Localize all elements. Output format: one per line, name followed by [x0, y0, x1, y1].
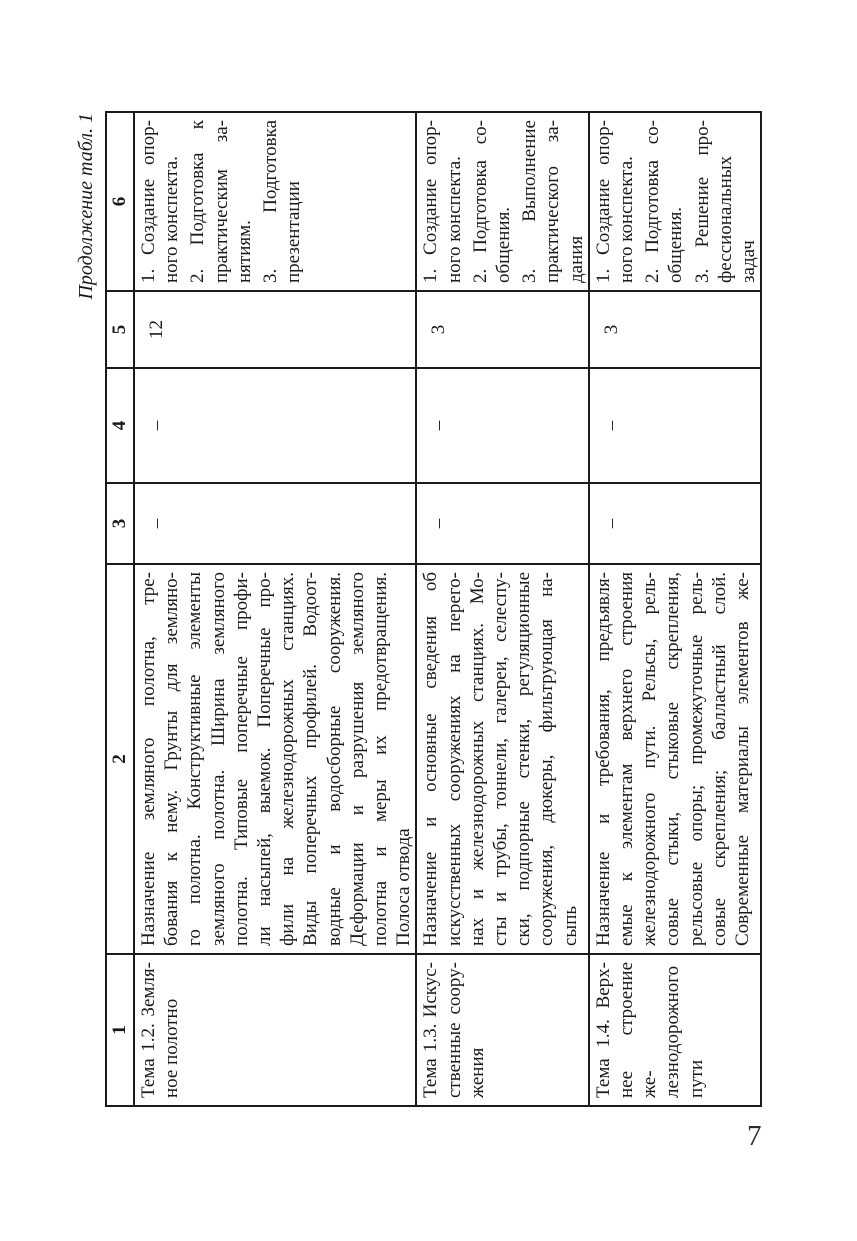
column-header-4: 4: [106, 368, 134, 483]
col4-cell: –: [589, 368, 761, 483]
tasks-cell: 1. Создание опор- ного конспекта. 2. Подготовка со- общения. 3. Решение про- фессиональных задач: [589, 112, 761, 291]
column-header-3: 3: [106, 483, 134, 564]
column-header-6: 6: [106, 112, 134, 291]
curriculum-table: [105, 111, 762, 1107]
content-cell: Назначение земляного полотна, тре- бования к нему. Грунты для земляно- го полотна. Конструктивные элементы земляного полотна. Ширина земляного полотна. Типовые поперечные профи- ли насыпей, выемок. Поперечные про- фили на железнодорожных станциях. Виды поперечных профилей. Водоот- водные и водосборные сооружения. Деформации и разрушения земляного полотна и меры их предотвращения. Полоса отвода: [134, 564, 416, 954]
col4-cell: –: [134, 368, 416, 483]
content-cell: Назначение и основные сведения об искусственных сооружениях на перего- нах и железнодорожных станциях. Мо- сты и трубы, тоннели, галереи, селеспу- ски, подпорные стенки, регуляционные сооружения, дюкеры, фильтрующая на- сыпь: [416, 564, 588, 954]
table-continuation-caption: Продолжение табл. 1: [75, 113, 97, 300]
table-row-tema-1-3: [416, 112, 588, 1106]
topic-cell: Тема 1.4. Верх- нее строение же- лезнодорожного пути: [589, 954, 761, 1106]
tasks-cell: 1. Создание опор- ного конспекта. 2. Подготовка со- общения. 3. Выполнение практического за- дания: [416, 112, 588, 291]
column-header-5: 5: [106, 291, 134, 368]
rotated-table-block: [73, 111, 760, 1107]
page-number: 7: [747, 1120, 762, 1152]
col3-cell: –: [416, 483, 588, 564]
rotated-table-inner: [73, 111, 760, 1107]
table-row-tema-1-2: [134, 112, 416, 1106]
table-row-tema-1-4: [589, 112, 761, 1106]
hours-cell: 12: [134, 291, 416, 368]
content-cell: Назначение и требования, предъявля- емые к элементам верхнего строения железнодорожного пути. Рельсы, рель- совые стыки, стыковые скрепления, рельсовые опоры; промежуточные рель- совые скрепления; балластный слой. Современные материалы элементов же-: [589, 564, 761, 954]
col3-cell: –: [134, 483, 416, 564]
column-header-row: [106, 112, 134, 1106]
hours-cell: 3: [589, 291, 761, 368]
col3-cell: –: [589, 483, 761, 564]
hours-cell: 3: [416, 291, 588, 368]
topic-cell: Тема 1.2. Земля- ное полотно: [134, 954, 416, 1106]
column-header-2: 2: [106, 564, 134, 954]
col4-cell: –: [416, 368, 588, 483]
column-header-1: 1: [106, 954, 134, 1106]
tasks-cell: 1. Создание опор- ного конспекта. 2. Подготовка к практическим за- нятиям. 3. Подготовка презентации: [134, 112, 416, 291]
topic-cell: Тема 1.3. Искус- ственные соору- жения: [416, 954, 588, 1106]
